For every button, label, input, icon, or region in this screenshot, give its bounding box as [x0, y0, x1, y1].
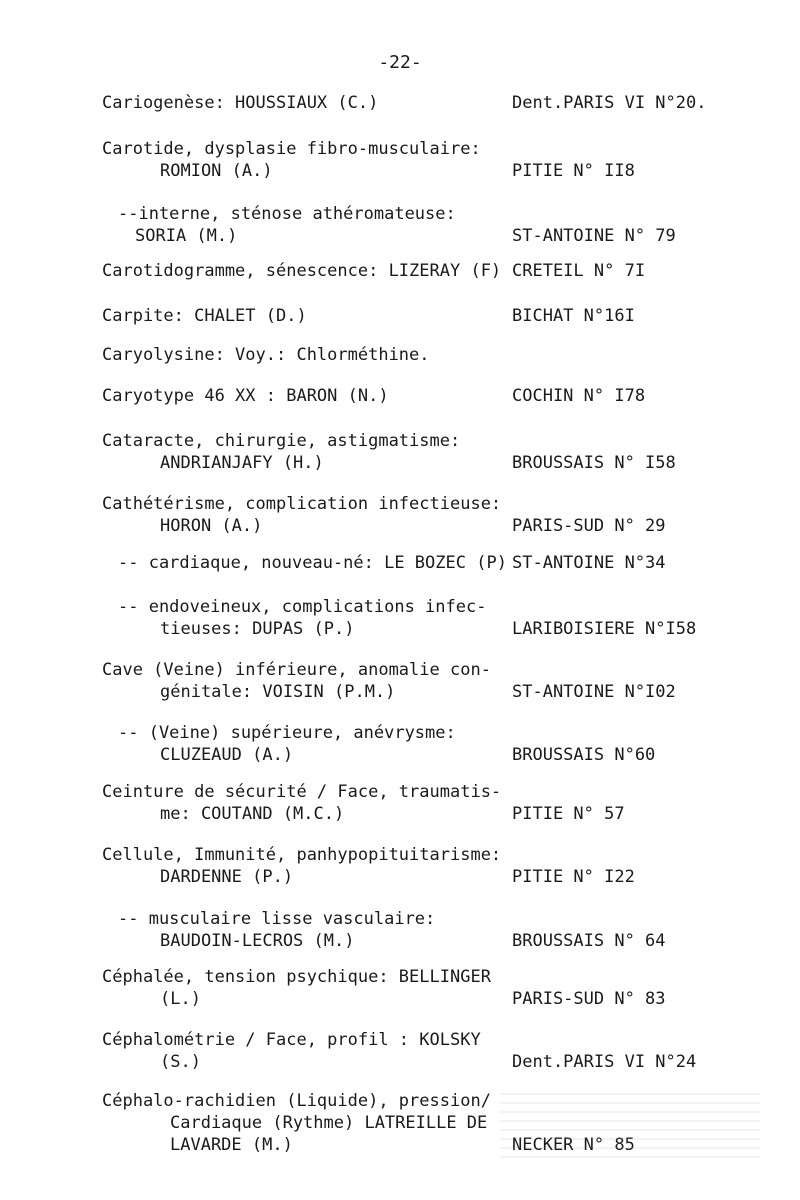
entry-subject: Carpite: CHALET (D.) — [102, 306, 307, 326]
page-number: -22- — [378, 52, 422, 73]
entry-reference: BROUSSAIS N° 64 — [512, 931, 666, 951]
entry-subject: --interne, sténose athéromateuse: — [118, 204, 456, 224]
entry-continuation: CLUZEAUD (A.) — [160, 745, 294, 765]
entry-subject: Cathétérisme, complication infectieuse: — [102, 494, 502, 514]
entry-continuation: LAVARDE (M.) — [170, 1135, 293, 1155]
entry-continuation: SORIA (M.) — [135, 226, 238, 246]
entry-subject: Carotide, dysplasie fibro-musculaire: — [102, 139, 481, 159]
entry-reference: CRETEIL N° 7I — [512, 261, 646, 281]
entry-reference: Dent.PARIS VI N°24 — [512, 1052, 697, 1072]
entry-continuation: ANDRIANJAFY (H.) — [160, 453, 324, 473]
entry-subject: -- musculaire lisse vasculaire: — [118, 909, 436, 929]
entry-reference: LARIBOISIERE N°I58 — [512, 619, 697, 639]
entry-reference: ST-ANTOINE N°34 — [512, 553, 666, 573]
entry-continuation: génitale: VOISIN (P.M.) — [160, 682, 396, 702]
entry-continuation: (S.) — [160, 1052, 201, 1072]
entry-subject: Ceinture de sécurité / Face, traumatis- — [102, 782, 502, 802]
entry-reference: PARIS-SUD N° 83 — [512, 989, 666, 1009]
entry-reference: PITIE N° II8 — [512, 161, 635, 181]
entry-subject: Céphalométrie / Face, profil : KOLSKY — [102, 1030, 481, 1050]
entry-reference: ST-ANTOINE N°I02 — [512, 682, 676, 702]
entry-reference: BROUSSAIS N° I58 — [512, 453, 676, 473]
entry-continuation: (L.) — [160, 989, 201, 1009]
entry-reference: PARIS-SUD N° 29 — [512, 516, 666, 536]
entry-reference: COCHIN N° I78 — [512, 386, 646, 406]
entry-subject: -- (Veine) supérieure, anévrysme: — [118, 723, 456, 743]
entry-reference: PITIE N° 57 — [512, 804, 625, 824]
entry-continuation: ROMION (A.) — [160, 161, 273, 181]
entry-continuation: BAUDOIN-LECROS (M.) — [160, 931, 355, 951]
entry-subject: Céphalo-rachidien (Liquide), pression/ — [102, 1091, 491, 1111]
entry-reference: Dent.PARIS VI N°20. — [512, 93, 707, 113]
entry-subject: Cataracte, chirurgie, astigmatisme: — [102, 431, 461, 451]
entry-subject: Caryotype 46 XX : BARON (N.) — [102, 386, 389, 406]
entry-reference: PITIE N° I22 — [512, 867, 635, 887]
entry-subject: Céphalée, tension psychique: BELLINGER — [102, 967, 491, 987]
entry-subject: Cave (Veine) inférieure, anomalie con- — [102, 660, 491, 680]
entry-reference: BROUSSAIS N°60 — [512, 745, 656, 765]
entry-subject: -- cardiaque, nouveau-né: LE BOZEC (P) — [118, 553, 507, 573]
entry-continuation: Cardiaque (Rythme) LATREILLE DE — [170, 1113, 488, 1133]
entry-reference: ST-ANTOINE N° 79 — [512, 226, 676, 246]
entry-subject: Cariogenèse: HOUSSIAUX (C.) — [102, 93, 379, 113]
entry-continuation: tieuses: DUPAS (P.) — [160, 619, 355, 639]
entry-subject: Caryolysine: Voy.: Chlorméthine. — [102, 345, 430, 365]
entry-reference: NECKER N° 85 — [512, 1135, 635, 1155]
entry-continuation: HORON (A.) — [160, 516, 263, 536]
entry-continuation: me: COUTAND (M.C.) — [160, 804, 345, 824]
entry-subject: Cellule, Immunité, panhypopituitarisme: — [102, 845, 502, 865]
entry-reference: BICHAT N°16I — [512, 306, 635, 326]
entry-continuation: DARDENNE (P.) — [160, 867, 294, 887]
entry-subject: -- endoveineux, complications infec- — [118, 597, 487, 617]
entry-subject: Carotidogramme, sénescence: LIZERAY (F) — [102, 261, 502, 281]
